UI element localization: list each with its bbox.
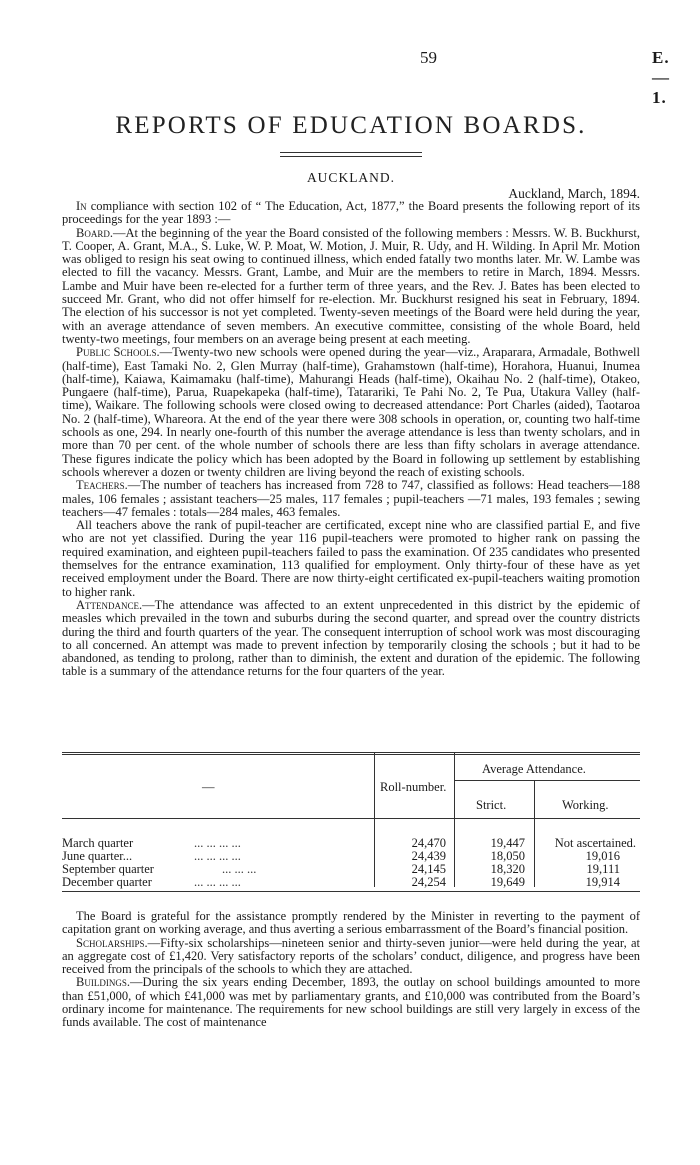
row-working: 19,111 <box>586 862 620 876</box>
row-working: 19,914 <box>585 875 620 889</box>
row-strict: 18,050 <box>490 849 525 863</box>
title-rule-upper <box>280 152 422 153</box>
dateline: Auckland, March, 1894. <box>508 186 640 201</box>
page-title: REPORTS OF EDUCATION BOARDS. <box>115 112 587 139</box>
teachers-paragraph <box>62 479 640 519</box>
table-rule-header-bottom <box>62 818 640 819</box>
table-row <box>62 836 640 850</box>
row-working: 19,016 <box>585 849 620 863</box>
row-leader: ... ... ... ... <box>194 875 241 889</box>
title-rule-lower <box>280 156 422 157</box>
buildings-paragraph <box>62 976 640 1029</box>
row-working: Not ascertained. <box>554 836 636 850</box>
row-strict: 19,649 <box>490 875 525 889</box>
scholarships-text: —Fifty-six scholarships—nineteen senior and thirty-seven junior—were held during the year, at an aggregate cost of £1,420. Very satisfactory reports of the scholars’ conduct, diligence, and progress have been received from the principals of the schools to which they are attached. <box>62 935 640 977</box>
public-schools-text: —Twenty-two new schools were opened during the year—viz., Araparara, Armadale, Bothwell (half-time), East Tamaki No. 2, Glen Murray (half-time), Grahamstown (half-time), Horahora, Huanui, Inumea (half-time), Kaiawa, Kaimamaku (half-time), Mahurangi Heads (half-time), Okaihau No. 2 (half-time), Otakeo, Pungaere (half-time), Parua, Ruapekapeka (half-time), Tatarariki, Te Pahi No. 2, Te Pua, Utakura Valley (half-time), Waikare. The following schools were closed owing to decreased attendance: Port Charles (aided), Taotaroa No. 2 (half-time), Whareora. At the end of the year there were 308 schools in operation, or, counting two half-time schools as one, 294. In nearly one-fourth of this number the average attendance is less than twenty scholars, and in more than 70 per cent. of the whole number of schools there are less than fifty scholars in average attendance. These figures indicate the policy which has been adopted by the Board in following up settlement by establishing schools wherever a dozen or twenty children are living beyond the reach of existing schools. <box>62 345 640 479</box>
attendance-text: —The attendance was affected to an extent unprecedented in this district by the epidemic of measles which prevailed in the town and suburbs during the second quarter, and spread over the country districts during the third and fourth quarters of the year. The consequent interruption of school work was most discouraging to all concerned. An attempt was made to prevent infection by temporarily closing the schools ; but it had to be abandoned, as tending to prolong, rather than to diminish, the extent and duration of the epidemic. The following table is a summary of the attendance returns for the four quarters of the year. <box>62 597 640 679</box>
buildings-heading: Buildings. <box>76 975 130 990</box>
table-row <box>62 875 640 889</box>
table-row <box>62 862 640 876</box>
row-leader: ... ... ... ... <box>194 836 241 850</box>
row-strict: 19,447 <box>490 836 525 850</box>
page-number: 59 <box>420 48 437 67</box>
table-working-header: Working. <box>562 798 609 812</box>
row-label: December quarter <box>62 875 152 889</box>
table-rule-subheader <box>454 780 640 781</box>
attendance-paragraph <box>62 599 640 679</box>
row-strict: 18,320 <box>490 862 525 876</box>
table-stub-header: — <box>202 780 215 794</box>
attendance-heading: Attendance. <box>76 597 143 612</box>
table-rule-bottom <box>62 891 640 892</box>
public-schools-heading: Public Schools. <box>76 345 160 360</box>
row-label: June quarter... <box>62 849 133 863</box>
buildings-text: —During the six years ending December, 1893, the outlay on school buildings amounted to more than £51,000, of which £41,000 was met by parliamentary grants, and £10,000 was contributed from the Board’s ordinary income for maintenance. The requirements for new school buildings are still very largely in excess of the funds available. The cost of maintenance <box>62 975 640 1030</box>
grateful-paragraph: The Board is grateful for the assistance promptly rendered by the Minister in reverting to the payment of capitation grant on working average, and thus averting a serious embarrassment of the Board’s financial position. <box>62 909 640 937</box>
row-roll: 24,254 <box>411 875 446 889</box>
report-body-top <box>62 200 640 679</box>
row-roll: 24,145 <box>411 862 446 876</box>
row-label: September quarter <box>62 862 154 876</box>
teachers-heading: Teachers. <box>76 478 128 493</box>
teachers-text: —The number of teachers has increased from 728 to 747, classified as follows: Head teachers—188 males, 106 females ; assistant teachers—25 males, 117 females ; pupil-teachers —71 males, 193 females ; sewing teachers—47 females : totals—284 males, 463 females. <box>62 478 640 519</box>
table-row <box>62 849 640 863</box>
row-leader: ... ... ... ... <box>194 849 241 863</box>
board-paragraph <box>62 227 640 347</box>
table-rule-top-2 <box>62 754 640 755</box>
scholarships-paragraph <box>62 937 640 977</box>
table-roll-header: Roll-number. <box>380 780 447 794</box>
intro-text: compliance with section 102 of “ The Education, Act, 1877,” the Board presents the following report of its proceedings for the year 1893 :— <box>62 199 640 227</box>
document-reference: E.—1. <box>652 48 670 107</box>
public-schools-paragraph <box>62 346 640 479</box>
board-heading: Board. <box>76 225 113 240</box>
teachers-paragraph-2: All teachers above the rank of pupil-teacher are certificated, except nine who are classified partial E, and five who are not yet classified. During the year 116 pupil-teachers were promoted to higher rank on passing the required examination, and eighteen pupil-teachers failed to pass the examination. Of 235 candidates who presented themselves for the entrance examination, 113 qualified for employment. Only thirty-four of these have as yet received employment under the Board. There are now thirty-eight certificated ex-pupil-teachers waiting promotion to higher rank. <box>62 518 640 599</box>
table-rule-top <box>62 752 640 753</box>
board-text: —At the beginning of the year the Board consisted of the following members : Messrs. W. B. Buckhurst, T. Cooper, A. Grant, M.A., S. Luke, W. P. Moat, W. Motion, J. Muir, R. Udy, and H. Wilding. In April Mr. Motion was obliged to resign his seat owing to continued illness, which ended fatally two months later. Mr. W. Lambe was elected to fill the vacancy. Messrs. Grant, Lambe, and Muir are the members to retire in March, 1894. Messrs. Lambe and Muir have been re-elected for a further term of three years, and the Rev. J. Bates has been elected to succeed Mr. Grant, who did not offer himself for re-election. Mr. Buckhurst resigned his seat in February, 1894. The election of his successor is not yet completed. Twenty-seven meetings of the Board were held during the year, with an average attendance of seven members. An executive committee, consisting of the whole Board, held twenty-two meetings, four members on an average being present at each meeting. <box>62 225 640 346</box>
table-strict-header: Strict. <box>476 798 507 812</box>
region-heading: AUCKLAND. <box>306 170 396 185</box>
intro-lead: In <box>76 199 87 213</box>
scholarships-heading: Scholarships. <box>76 935 148 950</box>
row-roll: 24,470 <box>411 836 446 850</box>
intro-paragraph <box>62 200 640 227</box>
report-body-bottom <box>62 910 640 1030</box>
row-label: March quarter <box>62 836 134 850</box>
row-roll: 24,439 <box>411 849 446 863</box>
row-leader: ... ... ... <box>222 862 257 876</box>
table-average-header: Average Attendance. <box>482 762 586 776</box>
